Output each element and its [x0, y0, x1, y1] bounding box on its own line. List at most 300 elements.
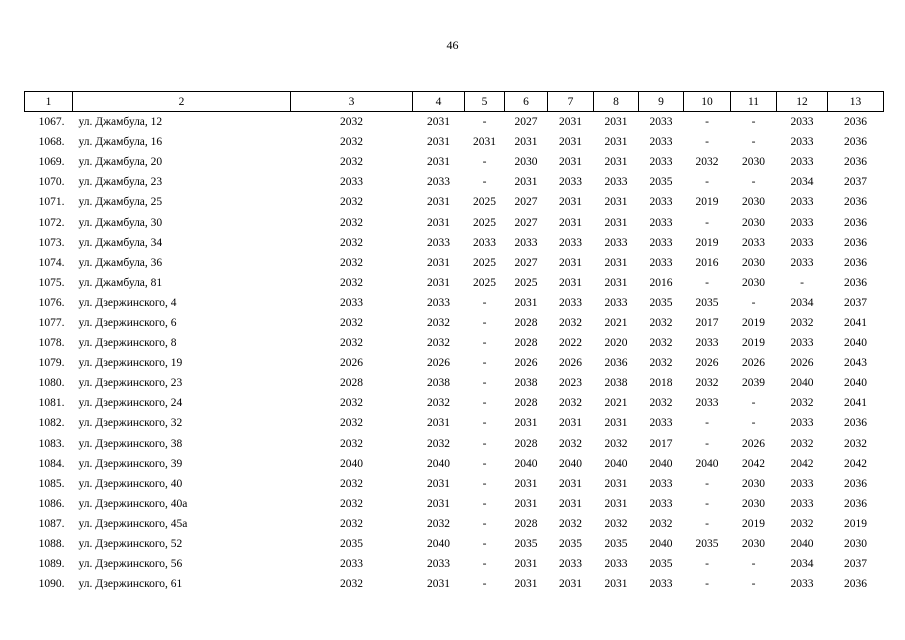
year-cell: 2030 — [844, 538, 867, 551]
year-cell: 2033 — [742, 236, 765, 249]
year-cell: 2032 — [340, 276, 363, 289]
year-cell: 2033 — [790, 477, 814, 490]
year-cell: 2033 — [427, 236, 450, 249]
row-number-cell: 1085. — [38, 477, 65, 490]
year-cell: 2033 — [427, 176, 450, 189]
address-cell: ул. Дзержинского, 45а — [78, 517, 188, 530]
year-cell: 2042 — [742, 457, 765, 470]
year-cell: 2040 — [844, 337, 867, 350]
year-cell: 2032 — [649, 316, 673, 329]
year-cell: 2031 — [559, 116, 582, 129]
year-cell: 2027 — [514, 256, 538, 269]
year-cell: 2026 — [695, 357, 719, 370]
row-number-cell: 1088. — [38, 538, 65, 551]
year-cell: 2031 — [604, 477, 628, 490]
year-cell: 2031 — [427, 477, 450, 490]
row-number-cell: 1075. — [38, 276, 65, 289]
row-number-cell: 1086. — [38, 497, 65, 510]
year-cell: 2032 — [649, 397, 673, 410]
year-cell: 2028 — [514, 337, 538, 350]
address-cell: ул. Джамбула, 25 — [78, 196, 163, 209]
table-row — [25, 293, 884, 313]
year-cell: 2035 — [695, 538, 719, 551]
year-cell: 2021 — [604, 316, 628, 329]
page-number: 46 — [446, 38, 459, 52]
year-cell: 2016 — [649, 276, 673, 289]
year-cell: - — [800, 276, 804, 289]
year-cell: 2031 — [604, 156, 628, 169]
year-cell: 2040 — [844, 377, 867, 390]
row-number-cell: 1081. — [38, 397, 65, 410]
year-cell: 2019 — [844, 517, 867, 530]
year-cell: 2035 — [649, 176, 673, 189]
year-cell: - — [751, 397, 756, 410]
table-row — [25, 192, 884, 212]
year-cell: 2031 — [559, 256, 582, 269]
year-cell: 2043 — [844, 357, 867, 370]
year-cell: 2033 — [340, 558, 363, 571]
table-row — [25, 233, 884, 253]
year-cell: 2033 — [649, 497, 673, 510]
year-cell: - — [482, 116, 487, 129]
address-cell: ул. Дзержинского, 52 — [78, 538, 183, 551]
year-cell: 2016 — [695, 256, 719, 269]
year-cell: 2019 — [695, 196, 719, 209]
year-cell: 2033 — [790, 256, 814, 269]
year-cell: 2040 — [790, 377, 814, 390]
year-cell: - — [751, 136, 756, 149]
row-number-cell: 1078. — [38, 337, 65, 350]
year-cell: 2030 — [742, 538, 765, 551]
year-cell: 2042 — [790, 457, 814, 470]
row-number-cell: 1090. — [38, 578, 65, 591]
year-cell: 2031 — [514, 417, 538, 430]
column-header-7: 7 — [548, 92, 594, 112]
year-cell: 2032 — [604, 517, 628, 530]
address-cell: ул. Дзержинского, 19 — [78, 357, 183, 370]
year-cell: 2033 — [649, 578, 673, 591]
year-cell: 2032 — [340, 578, 363, 591]
column-header-1: 1 — [25, 92, 73, 112]
address-cell: ул. Джамбула, 16 — [78, 136, 163, 149]
year-cell: 2021 — [604, 397, 628, 410]
table-row — [25, 534, 884, 554]
year-cell: 2032 — [340, 216, 363, 229]
year-cell: 2031 — [559, 497, 582, 510]
address-cell: ул. Джамбула, 34 — [78, 236, 163, 249]
year-cell: 2032 — [427, 337, 450, 350]
year-cell: 2033 — [604, 296, 628, 309]
table-row — [25, 253, 884, 273]
year-cell: 2031 — [427, 256, 450, 269]
year-cell: 2032 — [427, 316, 450, 329]
year-cell: 2032 — [340, 316, 363, 329]
year-cell: - — [482, 517, 487, 530]
column-header-8: 8 — [594, 92, 639, 112]
year-cell: 2031 — [559, 276, 582, 289]
year-cell: 2031 — [427, 276, 450, 289]
year-cell: 2040 — [559, 457, 582, 470]
row-number-cell: 1082. — [38, 417, 65, 430]
address-cell: ул. Дзержинского, 39 — [78, 457, 183, 470]
year-cell: - — [482, 296, 487, 309]
year-cell: 2031 — [427, 156, 450, 169]
year-cell: 2033 — [649, 417, 673, 430]
year-cell: 2025 — [473, 276, 496, 289]
year-cell: 2041 — [844, 316, 867, 329]
year-cell: 2031 — [604, 417, 628, 430]
table-row — [25, 574, 884, 594]
table-row — [25, 273, 884, 293]
year-cell: - — [705, 517, 709, 530]
year-cell: 2033 — [514, 236, 538, 249]
year-cell: 2041 — [844, 397, 867, 410]
column-header-13: 13 — [828, 92, 884, 112]
row-number-cell: 1089. — [38, 558, 65, 571]
year-cell: 2031 — [427, 196, 450, 209]
row-number-cell: 1074. — [38, 256, 65, 269]
year-cell: 2033 — [649, 256, 673, 269]
year-cell: 2031 — [604, 216, 628, 229]
table-row — [25, 152, 884, 172]
year-cell: - — [482, 538, 487, 551]
year-cell: 2026 — [514, 357, 538, 370]
year-cell: 2032 — [340, 136, 363, 149]
column-header-12: 12 — [777, 92, 828, 112]
column-header-3: 3 — [291, 92, 413, 112]
year-cell: 2032 — [649, 357, 673, 370]
year-cell: 2030 — [742, 216, 765, 229]
year-cell: 2031 — [514, 578, 538, 591]
year-cell: - — [705, 276, 709, 289]
year-cell: 2032 — [427, 517, 450, 530]
year-cell: 2031 — [427, 136, 450, 149]
address-cell: ул. Дзержинского, 32 — [78, 417, 183, 430]
year-cell: 2032 — [559, 397, 582, 410]
year-cell: 2032 — [695, 377, 719, 390]
year-cell: 2031 — [514, 176, 538, 189]
year-cell: 2031 — [473, 136, 496, 149]
year-cell: 2032 — [340, 517, 363, 530]
year-cell: - — [482, 497, 487, 510]
table-row — [25, 172, 884, 192]
year-cell: 2031 — [604, 276, 628, 289]
row-number-cell: 1083. — [38, 437, 65, 450]
year-cell: 2028 — [514, 316, 538, 329]
year-cell: 2032 — [649, 517, 673, 530]
row-number-cell: 1067. — [38, 116, 65, 129]
year-cell: 2037 — [844, 558, 867, 571]
table-row — [25, 413, 884, 433]
address-cell: ул. Дзержинского, 8 — [78, 337, 177, 350]
address-cell: ул. Дзержинского, 24 — [78, 397, 183, 410]
year-cell: 2032 — [340, 417, 363, 430]
year-cell: 2034 — [790, 296, 814, 309]
year-cell: - — [751, 417, 756, 430]
address-cell: ул. Дзержинского, 6 — [78, 316, 177, 329]
year-cell: - — [482, 316, 487, 329]
row-number-cell: 1080. — [38, 377, 65, 390]
year-cell: 2032 — [844, 437, 867, 450]
year-cell: 2031 — [559, 196, 582, 209]
row-number-cell: 1069. — [38, 156, 65, 169]
year-cell: - — [751, 116, 756, 129]
table-row — [25, 313, 884, 333]
row-number-cell: 1087. — [38, 517, 65, 530]
year-cell: 2019 — [742, 517, 765, 530]
year-cell: 2040 — [514, 457, 538, 470]
address-cell: ул. Джамбула, 81 — [78, 276, 163, 289]
year-cell: - — [705, 437, 709, 450]
year-cell: 2032 — [427, 397, 450, 410]
year-cell: 2017 — [649, 437, 673, 450]
year-cell: 2018 — [649, 377, 673, 390]
table-header-row — [25, 92, 884, 112]
year-cell: 2036 — [844, 477, 867, 490]
year-cell: 2039 — [742, 377, 765, 390]
year-cell: 2026 — [742, 437, 765, 450]
year-cell: - — [482, 477, 487, 490]
year-cell: 2017 — [695, 316, 719, 329]
row-number-cell: 1070. — [38, 176, 65, 189]
year-cell: 2033 — [790, 216, 814, 229]
year-cell: 2033 — [559, 176, 582, 189]
year-cell: 2033 — [473, 236, 496, 249]
year-cell: 2031 — [559, 156, 582, 169]
year-cell: 2031 — [427, 578, 450, 591]
address-cell: ул. Дзержинского, 61 — [78, 578, 183, 591]
year-cell: 2031 — [604, 136, 628, 149]
year-cell: 2031 — [604, 116, 628, 129]
row-number-cell: 1079. — [38, 357, 65, 370]
year-cell: - — [482, 397, 487, 410]
year-cell: 2033 — [790, 116, 814, 129]
year-cell: 2032 — [790, 316, 814, 329]
row-number-cell: 1071. — [38, 196, 65, 209]
column-header-5: 5 — [465, 92, 505, 112]
year-cell: - — [705, 136, 709, 149]
year-cell: - — [482, 437, 487, 450]
column-header-2: 2 — [73, 92, 291, 112]
table-row — [25, 112, 884, 133]
year-cell: 2033 — [790, 417, 814, 430]
year-cell: 2031 — [514, 477, 538, 490]
year-cell: 2038 — [514, 377, 538, 390]
year-cell: 2032 — [340, 236, 363, 249]
year-cell: 2019 — [742, 316, 765, 329]
year-cell: 2033 — [695, 397, 719, 410]
year-cell: 2033 — [559, 236, 582, 249]
year-cell: 2033 — [649, 116, 673, 129]
year-cell: 2036 — [844, 256, 867, 269]
year-cell: 2030 — [742, 276, 765, 289]
year-cell: 2025 — [473, 216, 496, 229]
year-cell: 2020 — [604, 337, 628, 350]
year-cell: 2026 — [340, 357, 363, 370]
year-cell: 2031 — [514, 558, 538, 571]
year-cell: 2030 — [742, 156, 765, 169]
table-body — [25, 112, 884, 595]
year-cell: 2033 — [559, 558, 582, 571]
year-cell: 2019 — [695, 236, 719, 249]
year-cell: 2025 — [473, 256, 496, 269]
year-cell: 2032 — [695, 156, 719, 169]
year-cell: 2031 — [514, 497, 538, 510]
year-cell: 2030 — [742, 477, 765, 490]
address-cell: ул. Джамбула, 12 — [78, 116, 163, 129]
table-row — [25, 474, 884, 494]
year-cell: - — [751, 176, 756, 189]
year-cell: - — [705, 176, 709, 189]
year-cell: 2033 — [649, 156, 673, 169]
address-cell: ул. Дзержинского, 4 — [78, 296, 177, 309]
table-row — [25, 333, 884, 353]
year-cell: - — [482, 558, 487, 571]
year-cell: 2040 — [695, 457, 719, 470]
year-cell: 2031 — [514, 136, 538, 149]
year-cell: 2026 — [427, 357, 450, 370]
year-cell: 2033 — [790, 136, 814, 149]
year-cell: 2030 — [742, 196, 765, 209]
year-cell: - — [705, 477, 709, 490]
year-cell: - — [482, 156, 487, 169]
year-cell: 2034 — [790, 558, 814, 571]
year-cell: 2032 — [340, 116, 363, 129]
year-cell: - — [705, 558, 709, 571]
year-cell: - — [482, 337, 487, 350]
year-cell: 2033 — [559, 296, 582, 309]
year-cell: 2032 — [790, 517, 814, 530]
year-cell: 2033 — [790, 578, 814, 591]
year-cell: 2027 — [514, 216, 538, 229]
year-cell: 2036 — [844, 156, 867, 169]
column-header-10: 10 — [684, 92, 731, 112]
year-cell: 2032 — [340, 337, 363, 350]
year-cell: 2031 — [559, 477, 582, 490]
row-number-cell: 1084. — [38, 457, 65, 470]
year-cell: 2032 — [340, 196, 363, 209]
year-cell: 2031 — [427, 216, 450, 229]
row-number-cell: 1076. — [38, 296, 65, 309]
table-row — [25, 212, 884, 232]
year-cell: 2036 — [844, 196, 867, 209]
year-cell: 2031 — [514, 296, 538, 309]
year-cell: - — [482, 578, 487, 591]
year-cell: - — [482, 176, 487, 189]
year-cell: 2031 — [559, 216, 582, 229]
year-cell: 2040 — [790, 538, 814, 551]
column-header-9: 9 — [639, 92, 684, 112]
row-number-cell: 1077. — [38, 316, 65, 329]
year-cell: 2033 — [790, 156, 814, 169]
year-cell: - — [482, 457, 487, 470]
year-cell: 2026 — [790, 357, 814, 370]
year-cell: 2033 — [427, 558, 450, 571]
year-cell: 2033 — [790, 337, 814, 350]
year-cell: 2035 — [340, 538, 363, 551]
address-cell: ул. Дзержинского, 38 — [78, 437, 183, 450]
address-cell: ул. Дзержинского, 40 — [78, 477, 183, 490]
year-cell: 2026 — [559, 357, 582, 370]
year-cell: 2036 — [844, 216, 867, 229]
year-cell: 2028 — [514, 397, 538, 410]
year-cell: 2030 — [514, 156, 538, 169]
year-cell: - — [751, 578, 756, 591]
year-cell: 2031 — [604, 497, 628, 510]
year-cell: 2032 — [340, 397, 363, 410]
address-cell: ул. Дзержинского, 56 — [78, 558, 183, 571]
year-cell: 2040 — [604, 457, 628, 470]
table-row — [25, 373, 884, 393]
year-cell: 2036 — [844, 578, 867, 591]
year-cell: 2032 — [559, 316, 582, 329]
year-cell: 2028 — [340, 377, 363, 390]
year-cell: 2040 — [427, 457, 450, 470]
year-cell: 2026 — [742, 357, 765, 370]
year-cell: 2040 — [427, 538, 450, 551]
table-row — [25, 132, 884, 152]
year-cell: 2036 — [844, 497, 867, 510]
year-cell: 2033 — [604, 236, 628, 249]
year-cell: 2027 — [514, 196, 538, 209]
year-cell: 2031 — [604, 578, 628, 591]
address-cell: ул. Дзержинского, 23 — [78, 377, 183, 390]
year-cell: 2025 — [514, 276, 538, 289]
row-number-cell: 1072. — [38, 216, 65, 229]
row-number-cell: 1073. — [38, 236, 65, 249]
year-cell: - — [705, 578, 709, 591]
year-cell: 2035 — [559, 538, 582, 551]
year-cell: 2035 — [649, 296, 673, 309]
year-cell: - — [705, 417, 709, 430]
table-row — [25, 393, 884, 413]
year-cell: 2031 — [604, 256, 628, 269]
year-cell: 2019 — [742, 337, 765, 350]
year-cell: 2031 — [559, 417, 582, 430]
year-cell: 2033 — [649, 196, 673, 209]
year-cell: 2036 — [844, 136, 867, 149]
year-cell: 2031 — [604, 196, 628, 209]
year-cell: 2032 — [559, 437, 582, 450]
year-cell: 2035 — [604, 538, 628, 551]
year-cell: 2032 — [427, 437, 450, 450]
year-cell: 2036 — [844, 236, 867, 249]
table-row — [25, 514, 884, 534]
year-cell: - — [705, 216, 709, 229]
year-cell: 2032 — [790, 397, 814, 410]
year-cell: 2032 — [340, 437, 363, 450]
year-cell: 2031 — [427, 116, 450, 129]
year-cell: - — [482, 377, 487, 390]
year-cell: 2036 — [844, 276, 867, 289]
year-cell: 2037 — [844, 296, 867, 309]
year-cell: - — [751, 558, 756, 571]
address-cell: ул. Джамбула, 20 — [78, 156, 163, 169]
table-row — [25, 554, 884, 574]
address-cell: ул. Джамбула, 30 — [78, 216, 163, 229]
column-header-4: 4 — [413, 92, 465, 112]
year-cell: 2038 — [427, 377, 450, 390]
year-cell: 2025 — [473, 196, 496, 209]
year-cell: 2038 — [604, 377, 628, 390]
year-cell: 2032 — [340, 477, 363, 490]
year-cell: 2033 — [340, 296, 363, 309]
year-cell: 2031 — [559, 136, 582, 149]
year-cell: 2033 — [649, 136, 673, 149]
year-cell: 2033 — [427, 296, 450, 309]
year-cell: 2028 — [514, 517, 538, 530]
year-cell: 2030 — [742, 256, 765, 269]
